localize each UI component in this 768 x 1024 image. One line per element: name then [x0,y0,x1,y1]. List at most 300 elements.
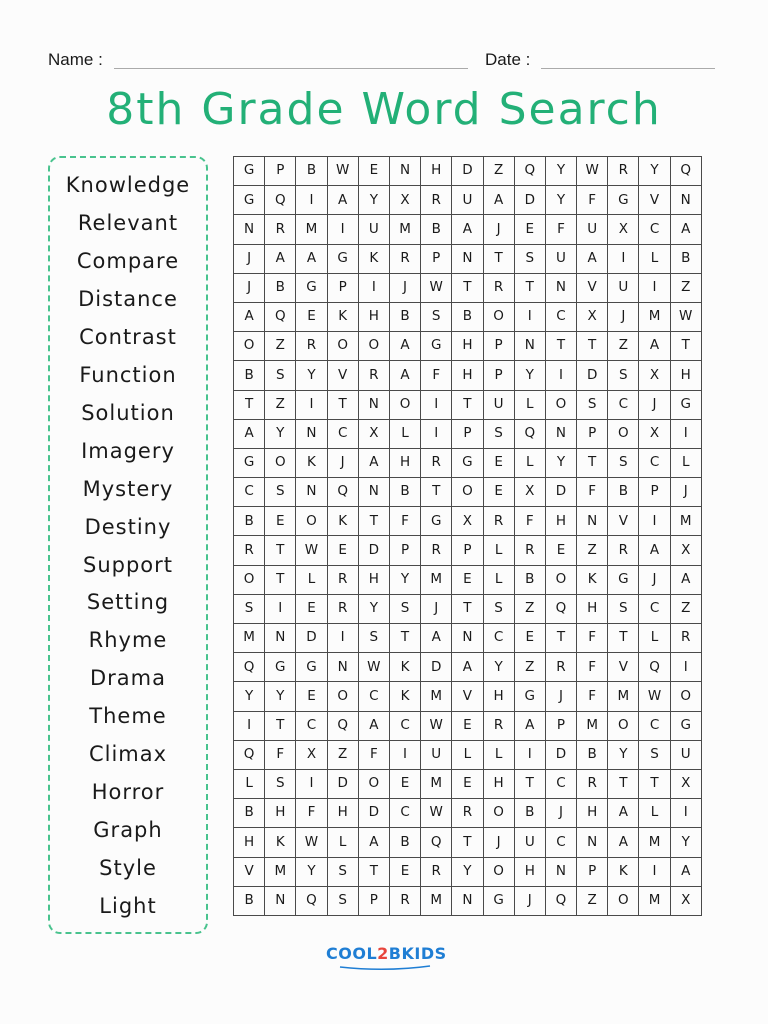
grid-cell[interactable]: O [608,419,639,448]
grid-cell[interactable]: T [639,769,670,798]
grid-cell[interactable]: G [514,682,545,711]
grid-cell[interactable]: B [234,361,265,390]
grid-cell[interactable]: D [452,157,483,186]
grid-cell[interactable]: N [545,419,576,448]
grid-cell[interactable]: B [389,478,420,507]
grid-cell[interactable]: N [296,478,327,507]
grid-cell[interactable]: C [389,711,420,740]
grid-cell[interactable]: G [483,886,514,915]
grid-cell[interactable]: C [389,799,420,828]
name-line[interactable] [114,68,468,69]
grid-cell[interactable]: I [421,419,452,448]
grid-cell[interactable]: X [452,507,483,536]
grid-cell[interactable]: N [545,273,576,302]
grid-cell[interactable]: Q [327,478,358,507]
grid-cell[interactable]: K [327,302,358,331]
grid-cell[interactable]: B [389,828,420,857]
grid-cell[interactable]: L [670,448,701,477]
grid-cell[interactable]: R [452,799,483,828]
grid-cell[interactable]: O [670,682,701,711]
grid-cell[interactable]: Y [358,594,389,623]
grid-cell[interactable]: L [483,565,514,594]
grid-cell[interactable]: M [577,711,608,740]
grid-cell[interactable]: C [639,215,670,244]
grid-cell[interactable]: M [421,886,452,915]
grid-cell[interactable]: T [358,857,389,886]
grid-cell[interactable]: V [234,857,265,886]
grid-cell[interactable]: M [421,769,452,798]
grid-cell[interactable]: F [389,507,420,536]
grid-cell[interactable]: J [639,565,670,594]
grid-cell[interactable]: P [639,478,670,507]
grid-cell[interactable]: S [265,361,296,390]
grid-cell[interactable]: B [296,157,327,186]
grid-cell[interactable]: I [296,186,327,215]
grid-cell[interactable]: I [670,653,701,682]
grid-cell[interactable]: M [265,857,296,886]
grid-cell[interactable]: X [670,769,701,798]
grid-cell[interactable]: J [545,682,576,711]
grid-cell[interactable]: R [296,332,327,361]
grid-cell[interactable]: Q [514,157,545,186]
grid-cell[interactable]: R [421,857,452,886]
grid-cell[interactable]: B [514,799,545,828]
grid-cell[interactable]: G [265,653,296,682]
grid-cell[interactable]: N [670,186,701,215]
grid-cell[interactable]: B [608,478,639,507]
grid-cell[interactable]: G [421,332,452,361]
grid-cell[interactable]: S [327,886,358,915]
grid-cell[interactable]: M [421,682,452,711]
grid-cell[interactable]: H [670,361,701,390]
grid-cell[interactable]: I [296,390,327,419]
grid-cell[interactable]: L [514,448,545,477]
grid-cell[interactable]: R [327,565,358,594]
grid-cell[interactable]: J [327,448,358,477]
grid-cell[interactable]: T [265,565,296,594]
grid-cell[interactable]: Y [234,682,265,711]
grid-cell[interactable]: I [421,390,452,419]
grid-cell[interactable]: O [452,478,483,507]
grid-cell[interactable]: C [545,828,576,857]
grid-cell[interactable]: O [483,857,514,886]
grid-cell[interactable]: F [577,653,608,682]
grid-cell[interactable]: Y [608,740,639,769]
grid-cell[interactable]: L [514,390,545,419]
grid-cell[interactable]: P [545,711,576,740]
grid-cell[interactable]: T [608,624,639,653]
grid-cell[interactable]: P [483,332,514,361]
grid-cell[interactable]: A [577,244,608,273]
grid-cell[interactable]: U [545,244,576,273]
grid-cell[interactable]: D [358,799,389,828]
grid-cell[interactable]: B [234,507,265,536]
grid-cell[interactable]: P [358,886,389,915]
grid-cell[interactable]: T [577,332,608,361]
grid-cell[interactable]: K [327,507,358,536]
grid-cell[interactable]: D [577,361,608,390]
grid-cell[interactable]: B [265,273,296,302]
grid-cell[interactable]: H [514,857,545,886]
grid-cell[interactable]: N [265,624,296,653]
grid-cell[interactable]: P [389,536,420,565]
grid-cell[interactable]: B [514,565,545,594]
grid-cell[interactable]: A [327,186,358,215]
grid-cell[interactable]: T [452,594,483,623]
grid-cell[interactable]: G [234,186,265,215]
grid-cell[interactable]: B [452,302,483,331]
grid-cell[interactable]: Z [514,653,545,682]
grid-cell[interactable]: X [577,302,608,331]
grid-cell[interactable]: U [577,215,608,244]
grid-cell[interactable]: A [608,799,639,828]
grid-cell[interactable]: A [670,857,701,886]
grid-cell[interactable]: Q [514,419,545,448]
grid-cell[interactable]: T [265,711,296,740]
grid-cell[interactable]: T [545,624,576,653]
grid-cell[interactable]: Q [234,740,265,769]
grid-cell[interactable]: O [234,332,265,361]
grid-cell[interactable]: G [296,653,327,682]
grid-cell[interactable]: A [389,332,420,361]
grid-cell[interactable]: J [234,273,265,302]
grid-cell[interactable]: S [265,478,296,507]
grid-cell[interactable]: F [577,624,608,653]
grid-cell[interactable]: J [514,886,545,915]
grid-cell[interactable]: C [483,624,514,653]
grid-cell[interactable]: Y [296,361,327,390]
grid-cell[interactable]: E [514,215,545,244]
grid-cell[interactable]: F [514,507,545,536]
grid-cell[interactable]: B [577,740,608,769]
grid-cell[interactable]: L [327,828,358,857]
grid-cell[interactable]: R [670,624,701,653]
grid-cell[interactable]: H [327,799,358,828]
grid-cell[interactable]: E [296,302,327,331]
grid-cell[interactable]: M [234,624,265,653]
grid-cell[interactable]: Z [514,594,545,623]
grid-cell[interactable]: S [389,594,420,623]
grid-cell[interactable]: T [608,769,639,798]
grid-cell[interactable]: C [296,711,327,740]
grid-cell[interactable]: J [389,273,420,302]
grid-cell[interactable]: O [389,390,420,419]
grid-cell[interactable]: W [296,536,327,565]
grid-cell[interactable]: W [358,653,389,682]
grid-cell[interactable]: R [608,536,639,565]
grid-cell[interactable]: P [327,273,358,302]
grid-cell[interactable]: K [389,653,420,682]
grid-cell[interactable]: Q [545,886,576,915]
grid-cell[interactable]: F [545,215,576,244]
grid-cell[interactable]: I [639,273,670,302]
grid-cell[interactable]: Y [389,565,420,594]
grid-cell[interactable]: S [608,448,639,477]
grid-cell[interactable]: Z [670,273,701,302]
grid-cell[interactable]: M [670,507,701,536]
grid-cell[interactable]: W [577,157,608,186]
grid-cell[interactable]: O [234,565,265,594]
grid-cell[interactable]: T [514,273,545,302]
grid-cell[interactable]: G [421,507,452,536]
grid-cell[interactable]: Y [545,186,576,215]
grid-cell[interactable]: G [234,448,265,477]
grid-cell[interactable]: M [296,215,327,244]
grid-cell[interactable]: M [639,886,670,915]
grid-cell[interactable]: A [670,565,701,594]
grid-cell[interactable]: O [327,682,358,711]
grid-cell[interactable]: H [389,448,420,477]
grid-cell[interactable]: Z [577,886,608,915]
grid-cell[interactable]: N [265,886,296,915]
grid-cell[interactable]: O [265,448,296,477]
grid-cell[interactable]: I [545,361,576,390]
grid-cell[interactable]: X [670,536,701,565]
grid-cell[interactable]: P [577,857,608,886]
grid-cell[interactable]: T [577,448,608,477]
grid-cell[interactable]: I [265,594,296,623]
grid-cell[interactable]: A [514,711,545,740]
grid-cell[interactable]: T [670,332,701,361]
grid-cell[interactable]: A [670,215,701,244]
grid-cell[interactable]: I [514,740,545,769]
grid-cell[interactable]: O [483,799,514,828]
grid-cell[interactable]: K [296,448,327,477]
grid-cell[interactable]: W [421,799,452,828]
grid-cell[interactable]: C [639,711,670,740]
grid-cell[interactable]: Y [639,157,670,186]
grid-cell[interactable]: K [358,244,389,273]
grid-cell[interactable]: Y [545,157,576,186]
grid-cell[interactable]: E [483,478,514,507]
grid-cell[interactable]: C [545,769,576,798]
grid-cell[interactable]: U [670,740,701,769]
grid-cell[interactable]: Z [670,594,701,623]
grid-cell[interactable]: T [452,390,483,419]
grid-cell[interactable]: R [234,536,265,565]
grid-cell[interactable]: E [389,857,420,886]
grid-cell[interactable]: O [608,711,639,740]
grid-cell[interactable]: A [389,361,420,390]
date-line[interactable] [541,68,715,69]
grid-cell[interactable]: C [358,682,389,711]
grid-cell[interactable]: L [452,740,483,769]
grid-cell[interactable]: M [639,302,670,331]
grid-cell[interactable]: J [639,390,670,419]
grid-cell[interactable]: I [234,711,265,740]
grid-cell[interactable]: Y [452,857,483,886]
grid-cell[interactable]: Z [483,157,514,186]
grid-cell[interactable]: E [265,507,296,536]
grid-cell[interactable]: W [327,157,358,186]
grid-cell[interactable]: C [327,419,358,448]
grid-cell[interactable]: Q [639,653,670,682]
grid-cell[interactable]: A [358,711,389,740]
grid-cell[interactable]: A [639,332,670,361]
grid-cell[interactable]: T [358,507,389,536]
grid-cell[interactable]: A [234,419,265,448]
grid-cell[interactable]: T [545,332,576,361]
grid-cell[interactable]: K [608,857,639,886]
grid-cell[interactable]: N [389,157,420,186]
grid-cell[interactable]: S [639,740,670,769]
grid-cell[interactable]: A [358,828,389,857]
grid-cell[interactable]: D [358,536,389,565]
grid-cell[interactable]: R [483,273,514,302]
grid-cell[interactable]: H [483,769,514,798]
grid-cell[interactable]: F [577,478,608,507]
grid-cell[interactable]: O [358,332,389,361]
grid-cell[interactable]: J [234,244,265,273]
grid-cell[interactable]: F [577,186,608,215]
grid-cell[interactable]: P [577,419,608,448]
grid-cell[interactable]: C [639,594,670,623]
grid-cell[interactable]: Y [296,857,327,886]
grid-cell[interactable]: D [296,624,327,653]
grid-cell[interactable]: E [296,682,327,711]
grid-cell[interactable]: D [327,769,358,798]
grid-cell[interactable]: M [639,828,670,857]
grid-cell[interactable]: E [452,711,483,740]
grid-cell[interactable]: T [265,536,296,565]
grid-cell[interactable]: Y [670,828,701,857]
grid-cell[interactable]: A [452,215,483,244]
grid-cell[interactable]: X [670,886,701,915]
grid-cell[interactable]: I [327,215,358,244]
grid-cell[interactable]: G [608,186,639,215]
grid-cell[interactable]: L [639,799,670,828]
grid-cell[interactable]: O [545,565,576,594]
grid-cell[interactable]: Y [514,361,545,390]
grid-cell[interactable]: S [358,624,389,653]
grid-cell[interactable]: T [327,390,358,419]
grid-cell[interactable]: A [234,302,265,331]
grid-cell[interactable]: X [608,215,639,244]
grid-cell[interactable]: O [296,507,327,536]
grid-cell[interactable]: U [483,390,514,419]
grid-cell[interactable]: B [234,799,265,828]
grid-cell[interactable]: B [670,244,701,273]
grid-cell[interactable]: O [545,390,576,419]
grid-cell[interactable]: L [296,565,327,594]
grid-cell[interactable]: N [545,857,576,886]
grid-cell[interactable]: S [577,390,608,419]
grid-cell[interactable]: P [452,536,483,565]
grid-cell[interactable]: R [577,769,608,798]
grid-cell[interactable]: A [639,536,670,565]
grid-cell[interactable]: Z [265,332,296,361]
grid-cell[interactable]: S [483,594,514,623]
grid-cell[interactable]: I [670,419,701,448]
grid-cell[interactable]: N [452,244,483,273]
grid-cell[interactable]: P [265,157,296,186]
grid-cell[interactable]: C [639,448,670,477]
grid-cell[interactable]: U [358,215,389,244]
grid-cell[interactable]: I [358,273,389,302]
grid-cell[interactable]: H [234,828,265,857]
grid-cell[interactable]: O [327,332,358,361]
grid-cell[interactable]: N [452,886,483,915]
grid-cell[interactable]: S [608,594,639,623]
grid-cell[interactable]: Q [421,828,452,857]
grid-cell[interactable]: I [296,769,327,798]
grid-cell[interactable]: B [389,302,420,331]
grid-cell[interactable]: Q [296,886,327,915]
grid-cell[interactable]: Y [483,653,514,682]
grid-cell[interactable]: X [639,419,670,448]
grid-cell[interactable]: R [421,536,452,565]
grid-cell[interactable]: H [358,302,389,331]
grid-cell[interactable]: X [358,419,389,448]
grid-cell[interactable]: U [421,740,452,769]
grid-cell[interactable]: Q [265,186,296,215]
grid-cell[interactable]: H [265,799,296,828]
grid-cell[interactable]: I [608,244,639,273]
grid-cell[interactable]: K [389,682,420,711]
grid-cell[interactable]: R [514,536,545,565]
grid-cell[interactable]: S [608,361,639,390]
grid-cell[interactable]: L [389,419,420,448]
grid-cell[interactable]: H [421,157,452,186]
grid-cell[interactable]: V [577,273,608,302]
grid-cell[interactable]: A [296,244,327,273]
grid-cell[interactable]: I [639,507,670,536]
grid-cell[interactable]: F [421,361,452,390]
grid-cell[interactable]: L [234,769,265,798]
grid-cell[interactable]: R [545,653,576,682]
grid-cell[interactable]: W [639,682,670,711]
grid-cell[interactable]: E [389,769,420,798]
grid-cell[interactable]: H [577,799,608,828]
grid-cell[interactable]: S [327,857,358,886]
grid-cell[interactable]: R [421,186,452,215]
grid-cell[interactable]: I [389,740,420,769]
grid-cell[interactable]: U [608,273,639,302]
grid-cell[interactable]: H [452,332,483,361]
grid-cell[interactable]: N [514,332,545,361]
grid-cell[interactable]: R [327,594,358,623]
grid-cell[interactable]: E [452,565,483,594]
grid-cell[interactable]: I [327,624,358,653]
grid-cell[interactable]: A [452,653,483,682]
grid-cell[interactable]: T [514,769,545,798]
grid-cell[interactable]: R [389,886,420,915]
grid-cell[interactable]: E [327,536,358,565]
grid-cell[interactable]: X [389,186,420,215]
grid-cell[interactable]: C [608,390,639,419]
grid-cell[interactable]: Q [265,302,296,331]
grid-cell[interactable]: Z [327,740,358,769]
grid-cell[interactable]: Y [265,682,296,711]
grid-cell[interactable]: E [296,594,327,623]
grid-cell[interactable]: N [358,390,389,419]
grid-cell[interactable]: E [358,157,389,186]
grid-cell[interactable]: U [514,828,545,857]
grid-cell[interactable]: Q [327,711,358,740]
grid-cell[interactable]: O [358,769,389,798]
grid-cell[interactable]: T [452,273,483,302]
grid-cell[interactable]: U [452,186,483,215]
grid-cell[interactable]: Y [358,186,389,215]
grid-cell[interactable]: E [545,536,576,565]
grid-cell[interactable]: R [483,711,514,740]
grid-cell[interactable]: I [639,857,670,886]
grid-cell[interactable]: J [545,799,576,828]
grid-cell[interactable]: A [421,624,452,653]
grid-cell[interactable]: R [483,507,514,536]
grid-cell[interactable]: S [421,302,452,331]
grid-cell[interactable]: G [296,273,327,302]
